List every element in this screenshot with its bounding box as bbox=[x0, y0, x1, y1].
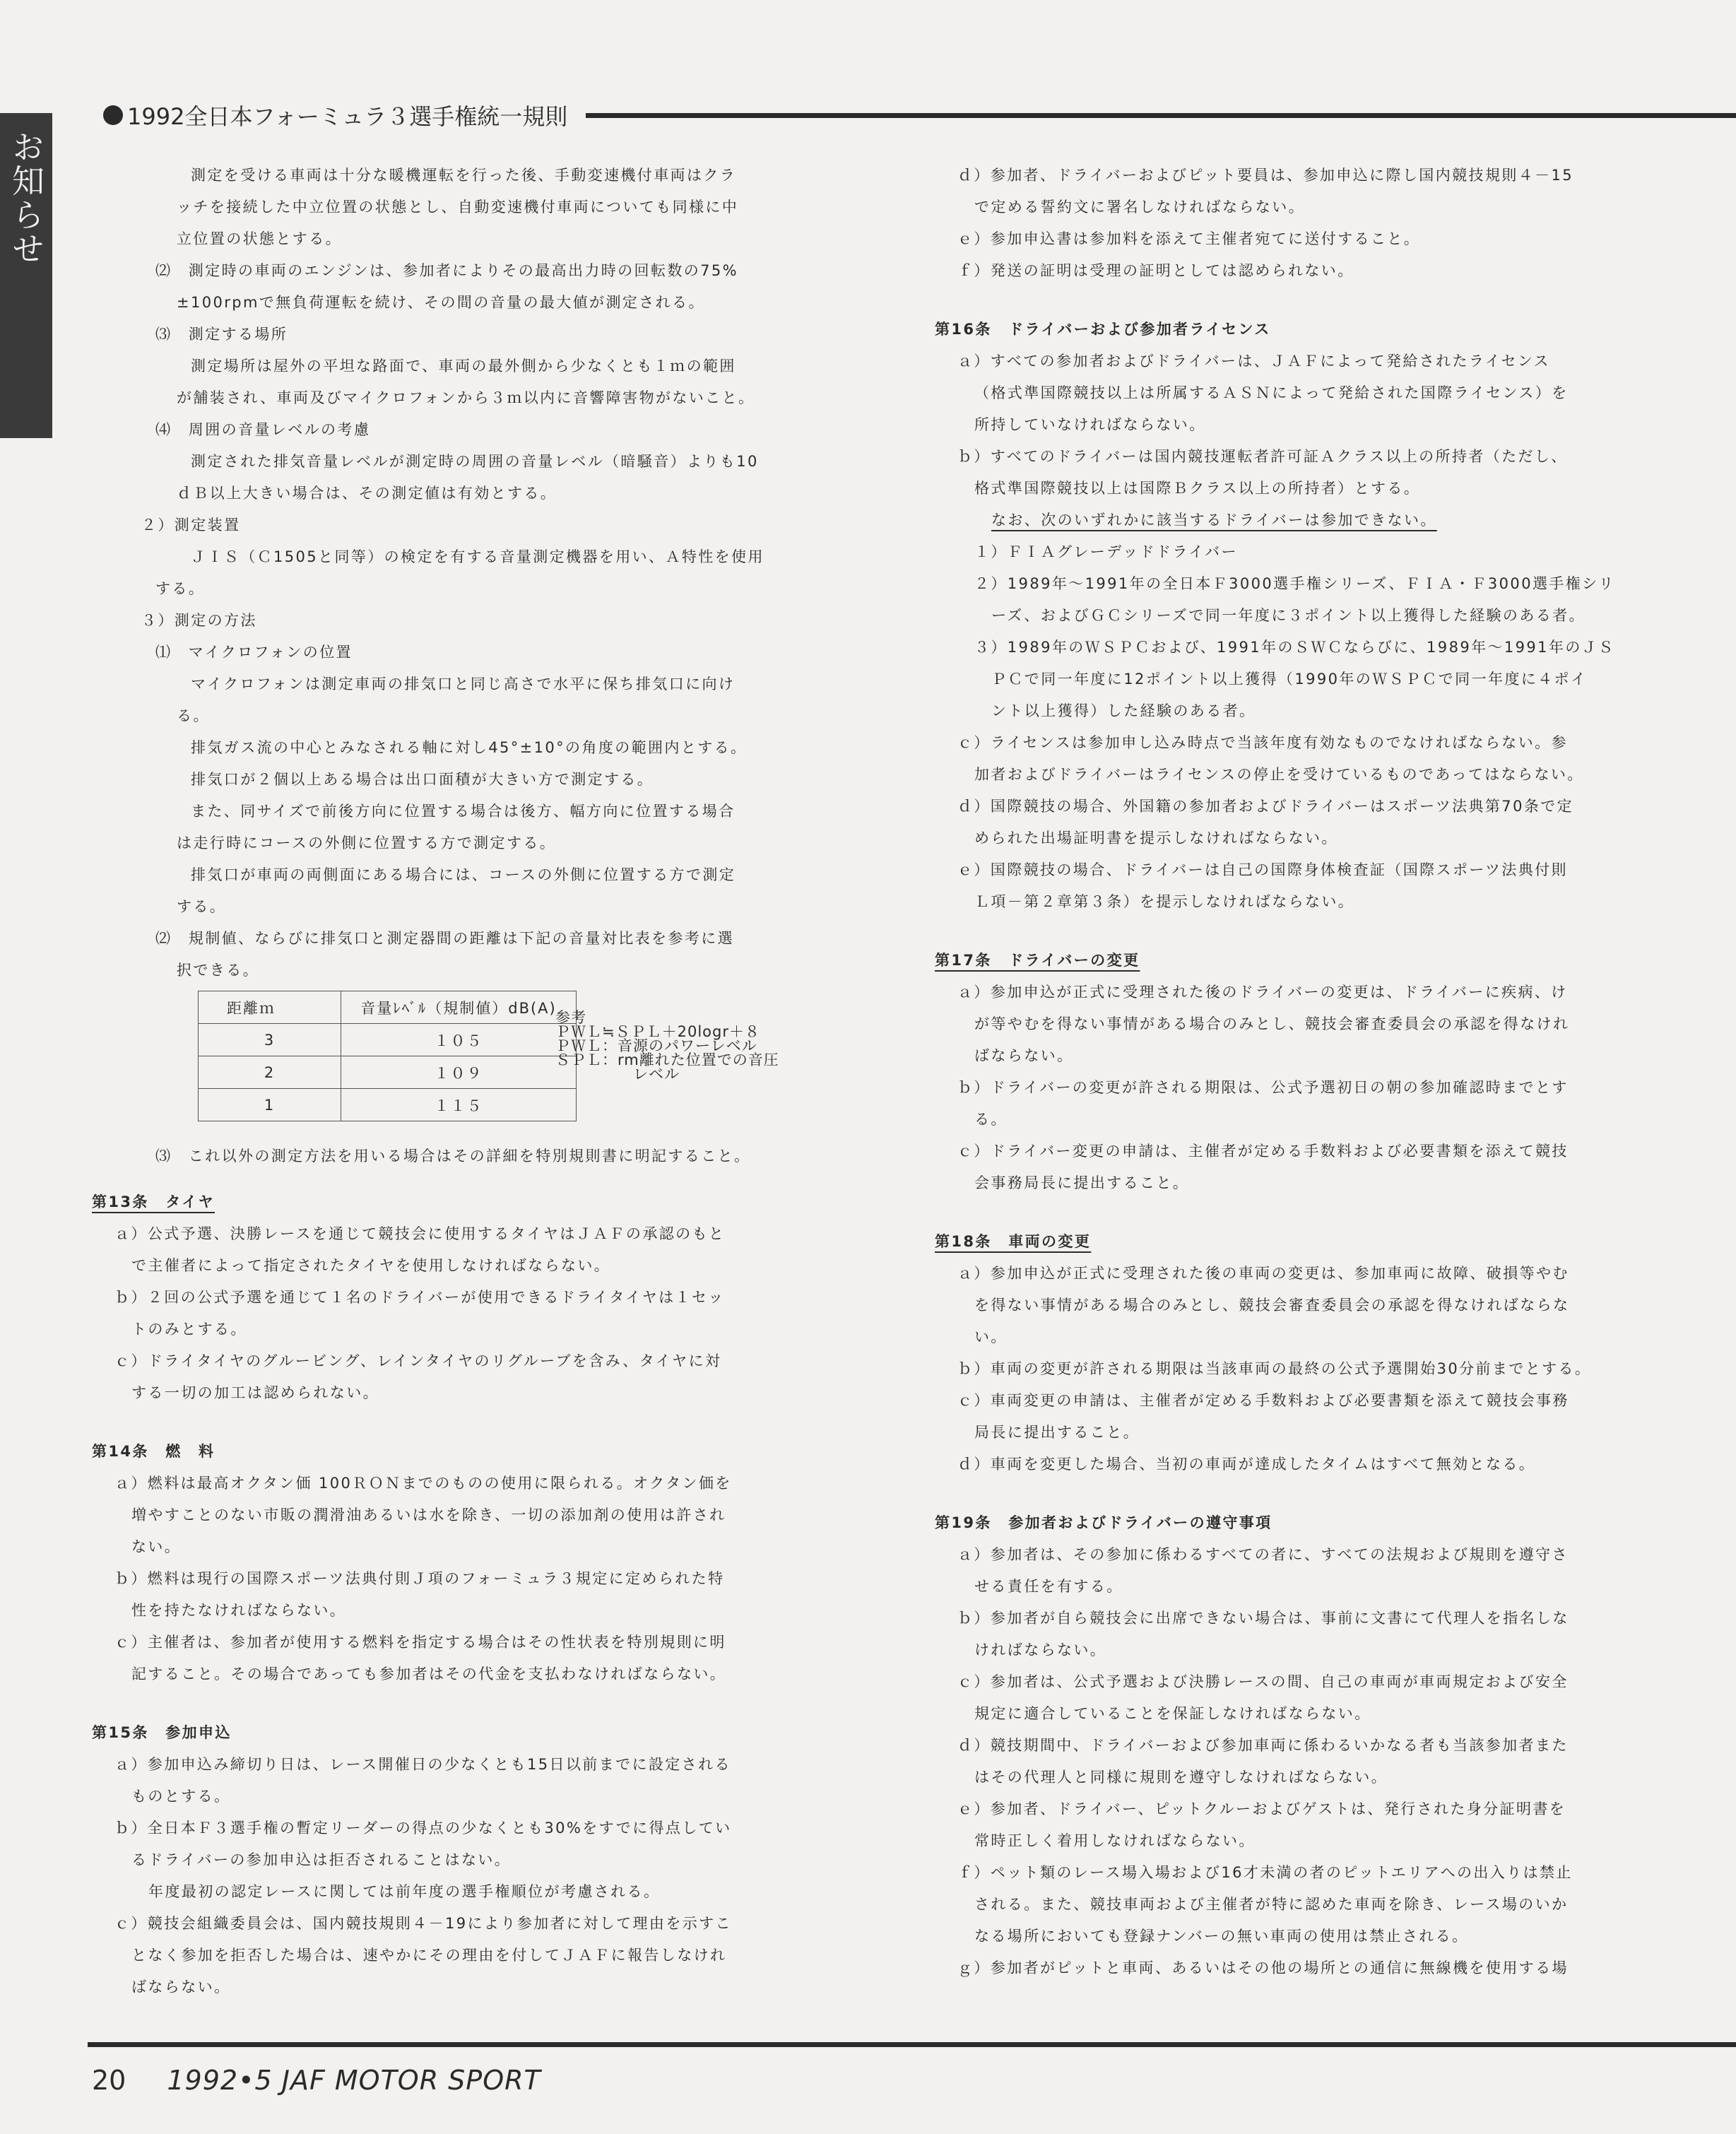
text-line: ｄ）車両を変更した場合、当初の車両が達成したタイムはすべて無効となる。 bbox=[957, 1456, 1536, 1473]
text-line: ⑶ これ以外の測定方法を用いる場合はその詳細を特別規則書に明記すること。 bbox=[155, 1148, 751, 1165]
table-row bbox=[199, 1089, 577, 1121]
text-line: ｂ）ドライバーの変更が許される期限は、公式予選初日の朝の参加確認時までとす bbox=[957, 1079, 1569, 1096]
text-line: ⑵ 測定時の車両のエンジンは、参加者によりその最高出力時の回転数の75% bbox=[155, 262, 739, 279]
table-cell: 1 bbox=[199, 1089, 341, 1121]
reference-line: ＳＰＬ：rm離れた位置での音圧 bbox=[555, 1051, 779, 1068]
text-line: ｄ）競技期間中、ドライバーおよび参加車両に係わるいかなる者も当該参加者また bbox=[957, 1737, 1569, 1754]
text-line: Ｌ項－第２章第３条）を提示しなければならない。 bbox=[974, 893, 1355, 910]
text-line: ⑵ 規制値、ならびに排気口と測定器間の距離は下記の音量対比表を参考に選 bbox=[155, 930, 734, 947]
reference-line: ＰＷＬ：音源のパワーレベル bbox=[555, 1037, 757, 1054]
reference-note bbox=[555, 1010, 779, 1081]
text-line: はその代理人と同様に規則を遵守しなければならない。 bbox=[974, 1769, 1388, 1786]
text-line: 測定された排気音量レベルが測定時の周囲の音量レベル（暗騒音）よりも10 bbox=[191, 453, 759, 470]
text-line bbox=[935, 505, 1684, 536]
text-line: ッチを接続した中立位置の状態とし、自動変速機付車両についても同様に中 bbox=[177, 199, 739, 216]
text-line: ｅ）国際競技の場合、ドライバーは自己の国際身体検査証（国際スポーツ法典付則 bbox=[957, 861, 1568, 878]
text-line: する。 bbox=[177, 898, 227, 915]
reference-line: レベル bbox=[633, 1066, 680, 1083]
side-tab bbox=[0, 113, 52, 438]
text-line: となく参加を拒否した場合は、速やかにその理由を付してＪＡＦに報告しなけれ bbox=[131, 1947, 727, 1964]
text-line: 格式準国際競技以上は国際Ｂクラス以上の所持者）とする。 bbox=[974, 480, 1421, 497]
text-line: なる場所においても登録ナンバーの無い車両の使用は禁止される。 bbox=[974, 1928, 1469, 1945]
text-line: ｃ）ライセンスは参加申し込み時点で当該年度有効なものでなければならない。参 bbox=[957, 734, 1568, 751]
text-line: 排気口が２個以上ある場合は出口面積が大きい方で測定する。 bbox=[191, 771, 654, 788]
page-number: 20 bbox=[92, 2065, 126, 2096]
text-line: ばならない。 bbox=[974, 1047, 1074, 1064]
text-line: で定める誓約文に署名しなければならない。 bbox=[974, 199, 1305, 216]
text-line: ａ）参加者は、その参加に係わるすべての者に、すべての法規および規則を遵守さ bbox=[957, 1546, 1569, 1563]
text-line: ｄ）国際競技の場合、外国籍の参加者およびドライバーはスポーツ法典第70条で定 bbox=[957, 798, 1574, 815]
text-line: 所持していなければならない。 bbox=[974, 416, 1206, 433]
text-line: ＰＣで同一年度に12ポイント以上獲得（1990年のＷＳＰＣで同一年度に４ポイ bbox=[991, 671, 1588, 688]
text-line: トのみとする。 bbox=[131, 1321, 247, 1338]
text-line: を得ない事情がある場合のみとし、競技会審査委員会の承認を得なければならな bbox=[974, 1297, 1570, 1314]
text-line: ｂ）車両の変更が許される期限は当該車両の最終の公式予選開始30分前までとする。 bbox=[957, 1360, 1592, 1377]
text-line: められた出場証明書を提示しなければならない。 bbox=[974, 830, 1338, 847]
text-line: ｂ）参加者が自ら競技会に出席できない場合は、事前に文書にて代理人を指名しな bbox=[957, 1610, 1569, 1627]
text-line: が等やむを得ない事情がある場合のみとし、競技会審査委員会の承認を得なけれ bbox=[974, 1015, 1570, 1032]
table-header-cell: 音量ﾚﾍﾞﾙ（規制値）dB(A) bbox=[341, 991, 577, 1024]
text-line: 測定を受ける車両は十分な暖機運転を行った後、手動変速機付車両はクラ bbox=[191, 167, 737, 184]
table-cell: １１５ bbox=[341, 1089, 577, 1121]
text-line: ａ）公式予選、決勝レースを通じて競技会に使用するタイヤはＪＡＦの承認のもと bbox=[114, 1225, 726, 1242]
text-line: い。 bbox=[974, 1328, 1008, 1345]
underlined-text: なお、次のいずれかに該当するドライバーは参加できない。 bbox=[991, 512, 1437, 529]
text-line: ｆ）ペット類のレース場入場および16才未満の者のピットエリアへの出入りは禁止 bbox=[957, 1864, 1573, 1881]
left-column bbox=[92, 160, 848, 2003]
text-line: 測定場所は屋外の平坦な路面で、車両の最外側から少なくとも１ｍの範囲 bbox=[191, 358, 736, 375]
text-line: ｃ）車両変更の申請は、主催者が定める手数料および必要書類を添えて競技会事務 bbox=[957, 1392, 1569, 1409]
text-line: が舗装され、車両及びマイクロフォンから３ｍ以内に音響障害物がないこと。 bbox=[177, 389, 755, 406]
text-line: ｇ）参加者がピットと車両、あるいはその他の場所との通信に無線機を使用する場 bbox=[957, 1959, 1569, 1976]
text-line: ｂ）２回の公式予選を通じて１名のドライバーが使用できるドライタイヤは１セッ bbox=[114, 1289, 725, 1306]
sound-level-block bbox=[92, 991, 848, 1132]
text-line: ３）1989年のＷＳＰＣおよび、1991年のＳＷＣならびに、1989年～1991年のＪＳ bbox=[974, 639, 1615, 656]
text-line: ｂ）全日本Ｆ３選手権の暫定リーダーの得点の少なくとも30%をすでに得点してい bbox=[114, 1820, 732, 1837]
text-line: 局長に提出すること。 bbox=[974, 1424, 1140, 1441]
page-header bbox=[103, 98, 1736, 133]
magazine-title: 1992•5 JAF MOTOR SPORT bbox=[167, 2065, 541, 2096]
text-line: ｅ）参加申込書は参加料を添えて主催者宛てに送付すること。 bbox=[957, 230, 1421, 247]
page-footer bbox=[92, 2065, 541, 2096]
text-line: ｅ）参加者、ドライバー、ピットクルーおよびゲストは、発行された身分証明書を bbox=[957, 1800, 1566, 1817]
text-line: ｃ）ドライタイヤのグルービング、レインタイヤのリグルーブを含み、タイヤに対 bbox=[114, 1352, 722, 1369]
text-line: ａ）燃料は最高オクタン価 100ＲＯＮまでのものの使用に限られる。オクタン価を bbox=[114, 1475, 732, 1492]
sound-level-table bbox=[198, 991, 577, 1121]
text-line: ｆ）発送の証明は受理の証明としては認められない。 bbox=[957, 262, 1354, 279]
text-line: 性を持たなければならない。 bbox=[131, 1602, 347, 1619]
text-line: ａ）すべての参加者およびドライバーは、ＪＡＦによって発給されたライセンス bbox=[957, 353, 1551, 370]
table-cell: １０５ bbox=[341, 1024, 577, 1056]
text-line: １）ＦＩＡグレーデッドドライバー bbox=[974, 543, 1238, 560]
table-row bbox=[199, 1056, 577, 1089]
text-line: ｃ）主催者は、参加者が使用する燃料を指定する場合はその性状表を特別規則に明 bbox=[114, 1634, 726, 1651]
text-line: で主催者によって指定されたタイヤを使用しなければならない。 bbox=[131, 1257, 611, 1274]
text-line: せる責任を有する。 bbox=[974, 1578, 1123, 1595]
text-line: は走行時にコースの外側に位置する方で測定する。 bbox=[177, 835, 557, 851]
text-line: 排気口が車両の両側面にある場合には、コースの外側に位置する方で測定 bbox=[191, 866, 736, 883]
text-line: 常時正しく着用しなければならない。 bbox=[974, 1832, 1256, 1849]
footer-rule bbox=[88, 2042, 1736, 2047]
page-title: 1992全日本フォーミュラ３選手権統一規則 bbox=[127, 103, 568, 130]
table-cell: １０９ bbox=[341, 1056, 577, 1089]
text-line: ければならない。 bbox=[974, 1641, 1107, 1658]
text-line: ３）測定の方法 bbox=[141, 612, 257, 629]
text-line: ⑷ 周囲の音量レベルの考慮 bbox=[155, 421, 371, 438]
article-heading: 第13条 タイヤ bbox=[92, 1193, 215, 1210]
text-line: ない。 bbox=[131, 1538, 182, 1555]
text-line: るドライバーの参加申込は拒否されることはない。 bbox=[131, 1851, 512, 1868]
text-line: ｃ）参加者は、公式予選および決勝レースの間、自己の車両が車両規定および安全 bbox=[957, 1673, 1569, 1690]
article-heading: 第15条 参加申込 bbox=[92, 1724, 232, 1741]
text-line: ＪＩＳ（Ｃ1505と同等）の検定を有する音量測定機器を用い、Ａ特性を使用 bbox=[191, 548, 764, 565]
text-line: ⑴ マイクロフォンの位置 bbox=[155, 644, 353, 661]
text-line: ｂ）燃料は現行の国際スポーツ法典付則Ｊ項のフォーミュラ３規定に定められた特 bbox=[114, 1570, 725, 1587]
table-cell: 2 bbox=[199, 1056, 341, 1089]
text-line: する。 bbox=[155, 580, 206, 597]
text-line: 増やすことのない市販の潤滑油あるいは水を除き、一切の添加剤の使用は許され bbox=[131, 1507, 726, 1523]
text-line: ｃ）競技会組織委員会は、国内競技規則４－19により参加者に対して理由を示すこ bbox=[114, 1915, 732, 1932]
text-line: ｄ）参加者、ドライバーおよびピット要員は、参加申込に際し国内競技規則４－15 bbox=[957, 167, 1574, 184]
text-line: マイクロフォンは測定車両の排気口と同じ高さで水平に保ち排気口に向け bbox=[191, 676, 736, 692]
text-line: る。 bbox=[974, 1111, 1008, 1128]
text-line: ａ）参加申込が正式に受理された後の車両の変更は、参加車両に故障、破損等やむ bbox=[957, 1265, 1569, 1282]
article-heading: 第14条 燃 料 bbox=[92, 1443, 215, 1460]
text-line: ⑶ 測定する場所 bbox=[155, 326, 288, 343]
text-line: ２）1989年～1991年の全日本Ｆ3000選手権シリーズ、ＦＩＡ・Ｆ3000選手権シリ bbox=[974, 575, 1615, 592]
text-line: ばならない。 bbox=[131, 1979, 231, 1996]
text-line: また、同サイズで前後方向に位置する場合は後方、幅方向に位置する場合 bbox=[191, 803, 736, 820]
text-line: 択できる。 bbox=[177, 962, 259, 979]
side-tab-label: お知らせ bbox=[7, 130, 45, 266]
reference-line: ＰＷＬ≒ＳＰＬ＋20logr＋８ bbox=[555, 1023, 760, 1040]
text-line: ±100rpmで無負荷運転を続け、その間の音量の最大値が測定される。 bbox=[177, 294, 705, 311]
text-line: 排気ガス流の中心とみなされる軸に対し45°±10°の角度の範囲内とする。 bbox=[191, 739, 748, 756]
bullet-icon bbox=[103, 105, 123, 125]
text-line: ーズ、およびＧＣシリーズで同一年度に３ポイント以上獲得した経験のある者。 bbox=[991, 607, 1586, 624]
table-header-cell: 距離ｍ bbox=[199, 991, 341, 1024]
article-heading: 第18条 車両の変更 bbox=[935, 1233, 1092, 1250]
text-line: 年度最初の認定レースに関しては前年度の選手権順位が考慮される。 bbox=[148, 1883, 661, 1900]
text-line: 会事務局長に提出すること。 bbox=[974, 1174, 1190, 1191]
article-heading: 第17条 ドライバーの変更 bbox=[935, 952, 1140, 969]
text-line: 規定に適合していることを保証しなければならない。 bbox=[974, 1705, 1371, 1722]
text-line: される。また、競技車両および主催者が特に認めた車両を除き、レース場のいか bbox=[974, 1896, 1569, 1913]
text-line: ａ）参加申込が正式に受理された後のドライバーの変更は、ドライバーに疾病、け bbox=[957, 984, 1568, 1001]
text-line: 立位置の状態とする。 bbox=[177, 230, 342, 247]
text-line: ｂ）すべてのドライバーは国内競技運転者許可証Ａクラス以上の所持者（ただし、 bbox=[957, 448, 1568, 465]
text-line: する一切の加工は認められない。 bbox=[131, 1384, 379, 1401]
text-line: ｄＢ以上大きい場合は、その測定値は有効とする。 bbox=[177, 485, 557, 502]
table-cell: 3 bbox=[199, 1024, 341, 1056]
text-line: ｃ）ドライバー変更の申請は、主催者が定める手数料および必要書類を添えて競技 bbox=[957, 1143, 1569, 1160]
text-line: （格式準国際競技以上は所属するＡＳＮによって発給された国際ライセンス）を bbox=[974, 384, 1569, 401]
table-header-row bbox=[199, 991, 577, 1024]
text-line: 記すること。その場合であっても参加者はその代金を支払わなければならない。 bbox=[131, 1666, 727, 1682]
table-row bbox=[199, 1024, 577, 1056]
article-heading: 第16条 ドライバーおよび参加者ライセンス bbox=[935, 321, 1271, 338]
text-line: 加者およびドライバーはライセンスの停止を受けているものであってはならない。 bbox=[974, 766, 1584, 783]
article-heading: 第19条 参加者およびドライバーの遵守事項 bbox=[935, 1514, 1273, 1531]
reference-line: 参考 bbox=[555, 1009, 586, 1026]
right-column bbox=[935, 160, 1684, 1984]
text-line: ものとする。 bbox=[131, 1788, 231, 1805]
text-line: る。 bbox=[177, 707, 210, 724]
header-rule bbox=[586, 113, 1736, 118]
text-line: ント以上獲得）した経験のある者。 bbox=[991, 702, 1256, 719]
text-line: ２）測定装置 bbox=[141, 517, 241, 534]
text-line: ａ）参加申込み締切り日は、レース開催日の少なくとも15日以前までに設定される bbox=[114, 1756, 731, 1773]
